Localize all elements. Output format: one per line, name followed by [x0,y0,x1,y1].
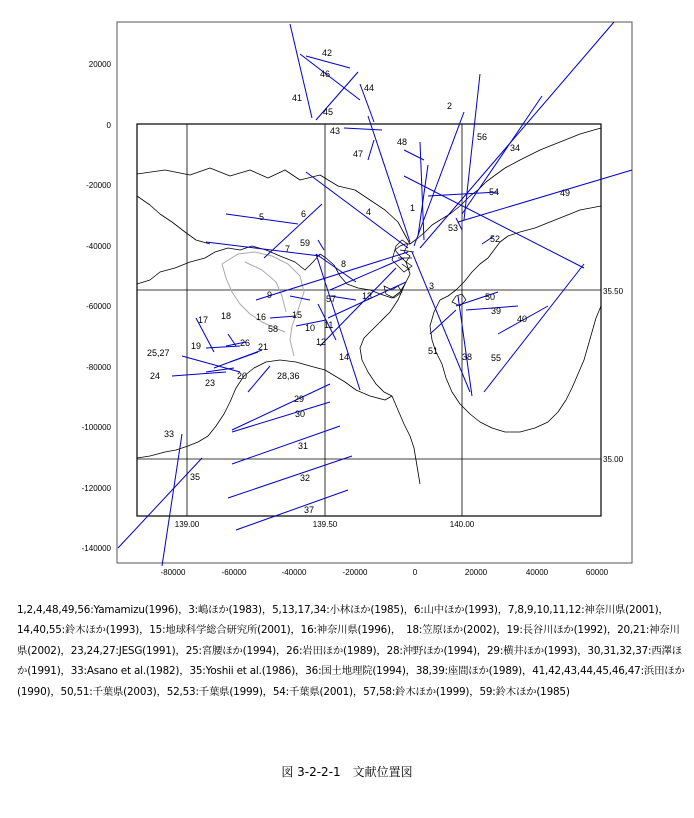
x-tick-label: 20000 [464,568,488,577]
x-tick-label: -80000 [160,568,186,577]
y-tick-label: -120000 [81,484,111,493]
survey-label: 59 [300,238,311,248]
survey-label: 12 [316,337,327,347]
survey-label: 6 [301,209,307,219]
survey-label: 24 [150,371,161,381]
survey-label: 34 [510,143,521,153]
y-tick-label: -80000 [86,363,111,372]
survey-label: 17 [198,315,209,325]
survey-label: 40 [517,314,528,324]
y-tick-label: 0 [106,121,111,130]
survey-label: 52 [490,234,501,244]
survey-line-56 [420,22,614,248]
coastline [137,128,601,484]
survey-line-24 [172,372,226,376]
y-tick-labels [82,60,112,553]
survey-label: 18 [221,311,232,321]
survey-line-4 [306,172,408,248]
river-basin [222,252,304,356]
survey-label: 31 [298,441,309,451]
survey-label: 49 [560,188,571,198]
coordinate-labels [175,287,624,529]
survey-label: 7 [285,244,291,254]
survey-label: 41 [292,93,303,103]
figure-caption: 図 3-2-2-1 文献位置図 [281,765,413,779]
survey-line-32 [228,456,352,498]
survey-label: 56 [477,132,488,142]
survey-line-8 [316,254,356,282]
survey-label: 58 [268,324,279,334]
latitude-label: 35.50 [603,287,624,296]
survey-label: 46 [320,69,331,79]
survey-line-25 [182,356,240,372]
survey-line-21 [230,352,258,362]
survey-label: 5 [259,212,265,222]
survey-label: 48 [397,137,408,147]
longitude-label: 140.00 [449,520,475,529]
survey-label: 39 [491,306,502,316]
survey-label: 30 [295,409,306,419]
survey-label: 16 [256,312,267,322]
survey-line-23 [206,368,234,372]
survey-label: 2 [447,101,453,111]
x-tick-label: 0 [412,568,418,577]
y-tick-label: 20000 [88,60,111,69]
survey-label: 15 [292,310,303,320]
survey-label: 1 [410,203,416,213]
survey-line-31 [232,426,340,464]
x-tick-labels [161,568,609,577]
survey-label: 53 [448,223,459,233]
y-tick-label: -40000 [86,242,111,251]
y-tick-label: -100000 [81,423,111,432]
survey-label: 8 [341,259,347,269]
survey-line-labels [147,48,570,515]
survey-line-43 [344,128,382,130]
survey-label: 10 [305,323,316,333]
survey-line-33 [162,434,182,566]
survey-label: 50 [485,292,496,302]
survey-label: 14 [339,352,350,362]
survey-line-55 [484,264,584,392]
survey-label: 54 [489,187,500,197]
survey-label: 19 [191,341,202,351]
survey-label: 33 [164,429,175,439]
survey-label: 4 [366,207,372,217]
latitude-label: 35.00 [603,455,624,464]
survey-label: 29 [294,394,305,404]
y-tick-label: -60000 [86,302,111,311]
survey-line-47 [368,140,374,160]
x-tick-label: 60000 [585,568,609,577]
survey-label: 37 [304,505,315,515]
survey-label: 23 [205,378,216,388]
survey-line-12 [320,268,396,346]
survey-label: 3 [429,281,435,291]
x-tick-label: 40000 [525,568,549,577]
survey-label: 28,36 [277,371,300,381]
survey-label: 21 [258,342,269,352]
x-tick-label: -40000 [281,568,307,577]
x-tick-label: -60000 [221,568,247,577]
longitude-label: 139.50 [312,520,338,529]
survey-line-59 [318,240,324,250]
survey-label: 51 [428,346,439,356]
x-tick-label: -20000 [342,568,368,577]
survey-label: 43 [330,126,341,136]
longitude-label: 139.00 [174,520,200,529]
survey-label: 35 [190,472,201,482]
y-tick-label: -20000 [86,181,111,190]
survey-label: 45 [323,107,334,117]
survey-line-41 [290,24,312,118]
survey-label: 44 [364,83,375,93]
survey-label: 42 [322,48,333,58]
survey-label: 25,27 [147,348,170,358]
reference-list: 1,2,4,48,49,56:Yamamizu(1996)，3:嶋ほか(1983)，5,13,17,34:小林ほか(1985)，6:山中ほか(1993)，7,8,9,10,11,12:神奈川県(2001)，14,40,55:鈴木ほか(1993)，15:地球科学総合研究所(2001)，16:神奈川県(1996)， 18:笠原ほか(2002)，19:長谷川ほか(1992)，20,21:神奈川県(2002)，23,24,27:JESG(1991)，25:宮腰ほか(1994)，26:岩田ほか(1989)，28:沖野ほか(1994)，29:横井ほか(1993)，30,31,32,37:西澤ほか(1991)，33:Asano et al.(1982)，35:Yoshii et al.(1986)，36:国土地理院(1994)，38,39:座間ほか(1989)，41,42,43,44,45,46,47:浜田ほか(1990)，50,51:千葉県(2003)，52,53:千葉県(1999)，54:千葉県(2001)，57,58:鈴木ほか(1999)，59:鈴木ほか(1985) [17,604,685,698]
survey-lines [118,22,632,566]
survey-line-15 [290,296,310,300]
survey-label: 32 [300,473,311,483]
survey-label: 9 [267,290,273,300]
survey-line-49 [458,170,632,222]
survey-label: 55 [491,353,502,363]
bay-detail [384,240,466,306]
survey-label: 26 [240,338,251,348]
survey-label: 47 [353,149,364,159]
survey-label: 13 [362,291,373,301]
survey-label: 20 [237,371,248,381]
survey-label: 11 [324,320,334,330]
survey-line-long-d [464,74,480,220]
y-tick-label: -140000 [81,544,111,553]
survey-label: 38 [462,352,473,362]
survey-label: 57 [326,294,337,304]
